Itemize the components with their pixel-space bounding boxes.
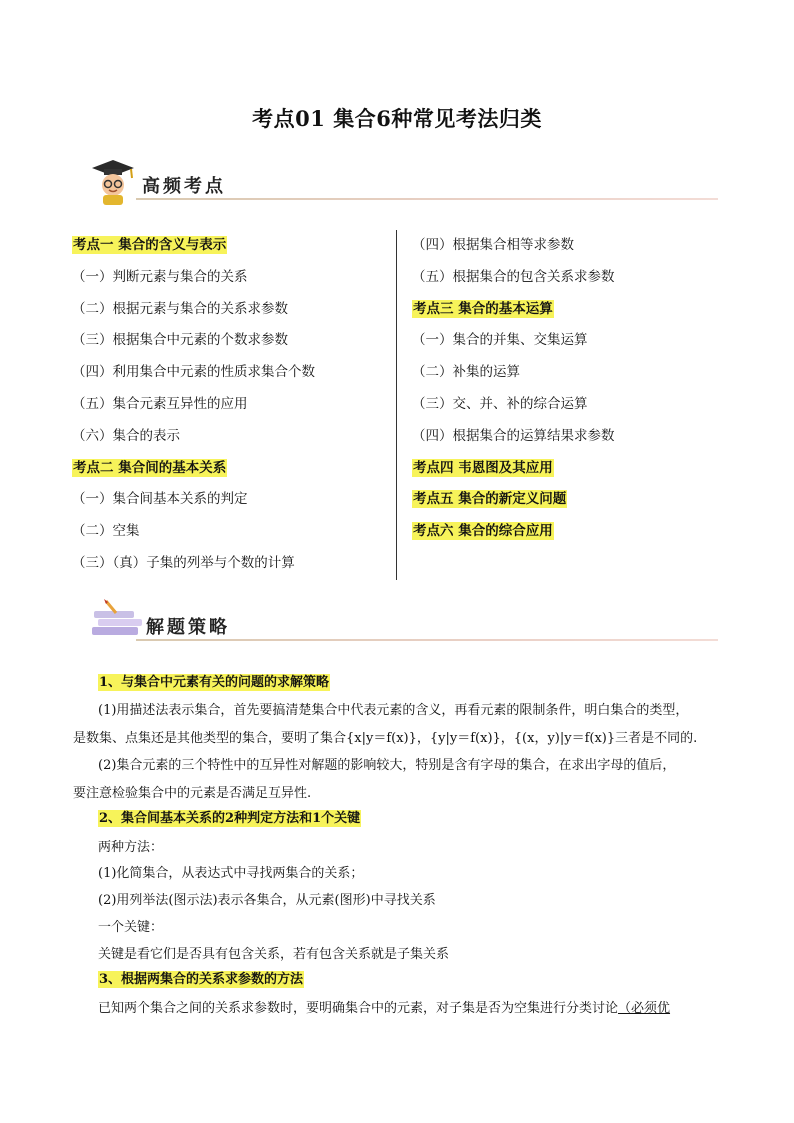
toc-text: 考点二 集合间的基本关系	[73, 459, 227, 476]
toc-item	[412, 264, 615, 296]
books-icon	[92, 599, 144, 643]
paragraph-line: 关键是看它们是否具有包含关系，若有包含关系就是子集关系	[98, 947, 450, 962]
banner-rule	[136, 639, 718, 641]
banner-label: 高频考点	[142, 176, 226, 197]
toc-text: 考点一 集合的含义与表示	[73, 237, 227, 253]
toc-item	[412, 327, 615, 359]
paragraph-line: (2)用列举法(图示法)表示各集合，从元素(图形)中寻找关系	[98, 893, 436, 908]
paragraph-line: (1)化简集合，从表达式中寻找两集合的关系；	[98, 866, 364, 881]
toc-item	[72, 550, 315, 582]
banner-label: 解题策略	[146, 617, 230, 638]
page-title: 考点01 集合6种常见考法归类	[252, 106, 542, 131]
toc-left-column	[72, 232, 315, 582]
toc-text: 考点六 集合的综合应用	[413, 523, 553, 540]
toc-topic-heading	[412, 486, 615, 518]
paragraph-line: 是数集、点集还是其他类型的集合，要明了集合{x|y＝f(x)}，{y|y＝f(x)}，{(x，y)|y＝f(x)}三者是不同的.	[73, 731, 698, 746]
toc-text: （一）集合间基本关系的判定	[72, 491, 248, 508]
toc-text: （二）空集	[72, 523, 140, 540]
toc-item	[72, 296, 315, 328]
toc-text: （一）判断元素与集合的关系	[72, 268, 248, 285]
toc-item	[72, 423, 315, 455]
toc-text: 考点五 集合的新定义问题	[413, 491, 567, 508]
banner-rule	[136, 198, 718, 200]
toc-text: （三）（真）子集的列举与个数的计算	[72, 554, 295, 571]
toc-item	[72, 327, 315, 359]
toc-topic-heading	[412, 518, 615, 550]
toc-text: （五）根据集合的包含关系求参数	[412, 268, 615, 285]
banner-solving-strategy	[88, 597, 718, 647]
toc-right-column	[412, 232, 615, 550]
toc-text: 考点三 集合的基本运算	[413, 300, 553, 317]
toc-topic-heading	[412, 296, 615, 328]
paragraph-line: (1)用描述法表示集合，首先要搞清楚集合中代表元素的含义，再看元素的限制条件，明白集合的类型，	[98, 703, 689, 718]
toc-item	[412, 423, 615, 455]
toc-item	[72, 486, 315, 518]
toc-topic-heading	[72, 232, 315, 264]
toc-text: （三）交、并、补的综合运算	[412, 395, 588, 412]
toc-item	[412, 391, 615, 423]
toc-text: （四）利用集合中元素的性质求集合个数	[72, 364, 315, 381]
banner-high-frequency	[88, 158, 718, 208]
toc-topic-heading	[412, 455, 615, 487]
toc-text: （六）集合的表示	[72, 427, 180, 444]
toc-item	[412, 359, 615, 391]
toc-item	[72, 359, 315, 391]
toc-text: （五）集合元素互异性的应用	[72, 395, 248, 412]
underlined-text: （必须优	[618, 1001, 671, 1016]
column-divider	[396, 230, 397, 580]
toc-text: （一）集合的并集、交集运算	[412, 332, 588, 349]
toc-text: （三）根据集合中元素的个数求参数	[72, 332, 288, 349]
toc-text: 考点四 韦恩图及其应用	[413, 459, 553, 476]
paragraph-line: 要注意检验集合中的元素是否满足互异性.	[73, 786, 312, 801]
paragraph-text: 已知两个集合之间的关系求参数时，要明确集合中的元素，对子集是否为空集进行分类讨论	[98, 1001, 619, 1016]
toc-item	[72, 264, 315, 296]
paragraph-line	[98, 999, 670, 1019]
toc-text: （四）根据集合的运算结果求参数	[412, 427, 615, 444]
toc-item	[72, 518, 315, 550]
paragraph-line: 两种方法：	[98, 840, 164, 855]
paragraph-line: 一个关键：	[98, 920, 164, 935]
toc-topic-heading	[72, 455, 315, 487]
toc-item	[412, 232, 615, 264]
strategy-heading-2: 2、集合间基本关系的2种判定方法和1个关键	[99, 811, 361, 826]
toc-text: （二）根据元素与集合的关系求参数	[72, 300, 288, 317]
paragraph-line: (2)集合元素的三个特性中的互异性对解题的影响较大，特别是含有字母的集合，在求出字母的值后，	[98, 758, 676, 773]
strategy-heading-3: 3、根据两集合的关系求参数的方法	[99, 972, 304, 987]
toc-text: （二）补集的运算	[412, 364, 520, 381]
strategy-heading-1: 1、与集合中元素有关的问题的求解策略	[99, 675, 330, 690]
toc-text: （四）根据集合相等求参数	[412, 237, 574, 253]
student-mascot-icon	[88, 158, 138, 206]
toc-item	[72, 391, 315, 423]
